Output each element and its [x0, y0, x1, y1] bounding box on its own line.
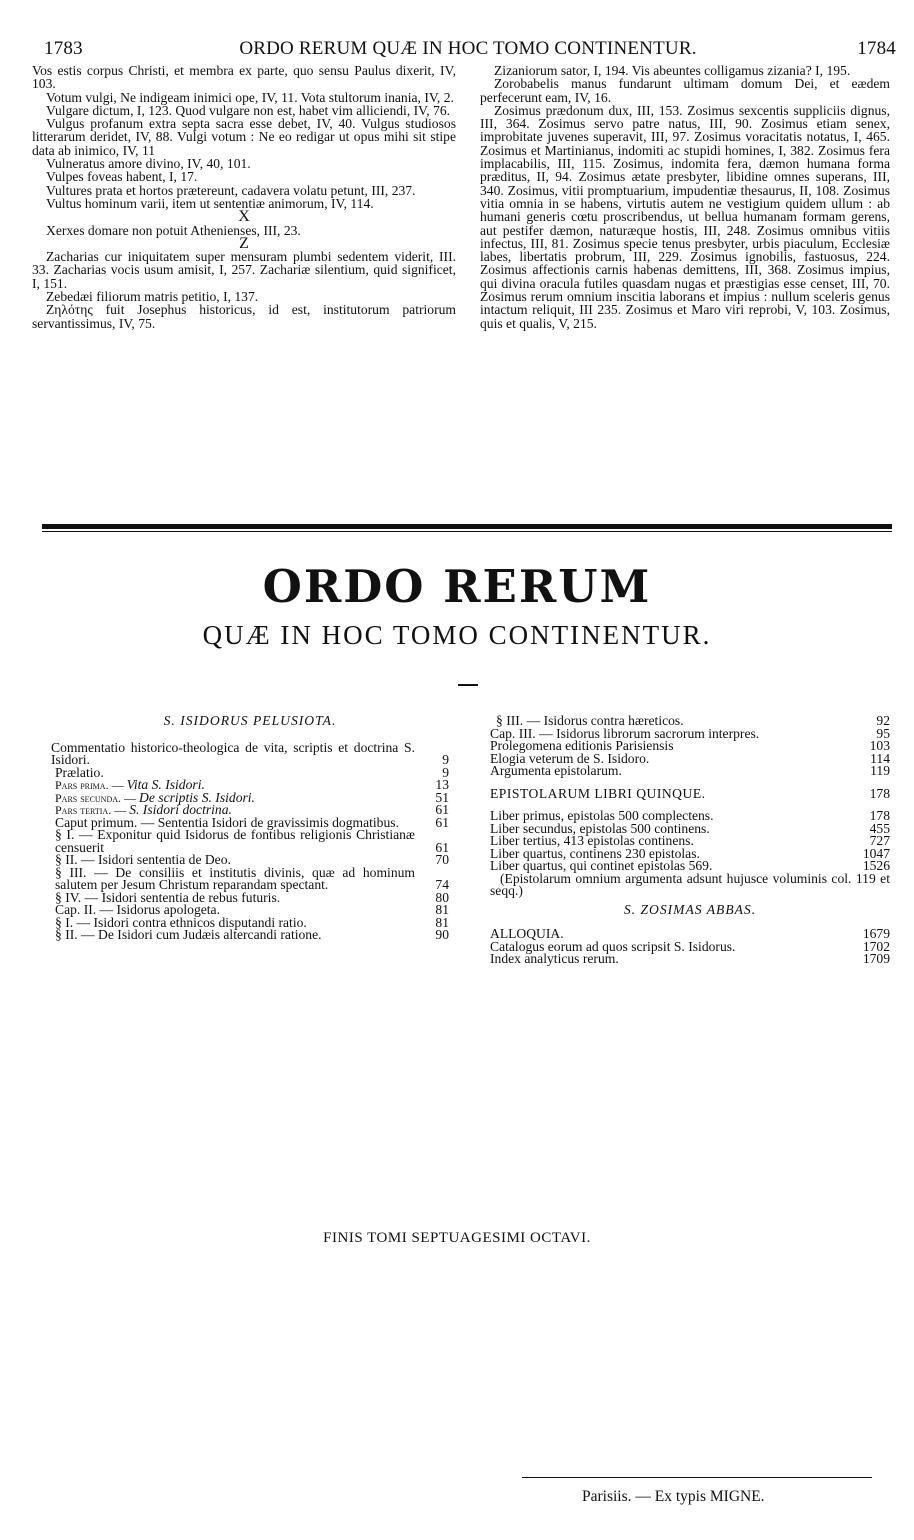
index-letter-heading: Z — [239, 234, 249, 252]
toc-row — [51, 829, 449, 854]
toc-entry-text: Liber quartus, qui continet epistolas 569. — [490, 858, 713, 873]
toc-entry-text: Vita S. Isidori. — [126, 777, 205, 792]
toc-entry-text: Cap. III. — Isidorus librorum sacrorum interpres. — [490, 725, 760, 741]
toc-part-label: Pars prima. — — [55, 778, 127, 792]
toc-page-number: 80 — [435, 889, 449, 905]
toc-part-label: Pars secunda. — — [55, 790, 140, 805]
index-entry: Vulgus profanum extra septa sacra esse debet, IV, 40. Vulgus studiosos litterarum deridet, IV, 88. Vulgi votum : Ne eo redigar ut opus mihi sit stipe data ab inimico, IV, 11 — [32, 116, 456, 158]
toc-row — [490, 785, 890, 801]
finis-line: FINIS TOMI SEPTUAGESIMI OCTAVI. — [323, 1230, 591, 1246]
toc-page-number: 61 — [435, 802, 449, 817]
index-entry: Zizaniorum sator, I, 194. Vis abeuntes colligamus zizania? I, 195. — [494, 63, 851, 78]
toc-entry-text: Caput primum. — Sententia Isidori de gravissimis dogmatibus. — [55, 814, 399, 830]
contents-title: ORDO RERUM — [262, 560, 652, 613]
toc-page-number: 1047 — [862, 845, 890, 861]
toc-entry-text: § III. — De consiliis et institutis divinis, quæ ad hominum salutem per Jesum Christum reparandam spectant. — [55, 864, 415, 892]
toc-page-number: 1709 — [862, 951, 890, 966]
index-entry: Ζηλότης fuit Josephus historicus, id est, institutorum patriorum servantissimus, IV, 75. — [32, 302, 456, 331]
toc-entry-text: Elogia veterum de S. Isidoro. — [490, 750, 650, 766]
toc-entry-text: Commentatio historico-theologica de vita, scriptis et doctrina S. Isidori. — [51, 739, 415, 767]
toc-page-number: 178 — [869, 785, 890, 801]
index-letter-heading: X — [238, 208, 250, 226]
toc-page-number: 9 — [442, 752, 449, 767]
toc-page-number: 90 — [435, 927, 449, 942]
toc-page-number: 455 — [869, 820, 890, 836]
page-number-right: 1784 — [857, 38, 896, 59]
index-entry: Zebedæi filiorum matris petitio, I, 137. — [46, 289, 259, 305]
toc-row — [490, 953, 890, 966]
toc-entry-text: Prælatio. — [55, 764, 104, 780]
toc-page-number: 61 — [435, 814, 449, 830]
footer-rule — [522, 1477, 872, 1478]
toc-entry-text: Liber quartus, continens 230 epistolas. — [490, 845, 700, 861]
toc-entry-text: § I. — Exponitur quid Isidorus de fontibus religionis Christianæ censuerit — [55, 827, 415, 855]
toc-entry-text: § I. — Isidori contra ethnicos disputandi ratio. — [55, 914, 307, 930]
index-entry: Zorobabelis manus fundarunt ultimam domum Dei, et eædem perfecerunt eam, IV, 16. — [480, 76, 890, 105]
index-entry: Vulneratus amore divino, IV, 40, 101. — [46, 156, 251, 172]
toc-page-number: 119 — [870, 763, 890, 778]
toc-page-number: 95 — [876, 725, 890, 741]
index-entry: Vulpes foveas habent, I, 17. — [46, 169, 198, 185]
title-dash — [458, 684, 478, 686]
section-divider-thick — [42, 524, 892, 529]
toc-page-number: 1679 — [862, 926, 890, 941]
toc-entry-text: Cap. II. — Isidorus apologeta. — [55, 902, 220, 917]
toc-row — [51, 864, 449, 892]
toc-column-right — [490, 715, 890, 966]
index-entry: Vulgare dictum, I, 123. Quod vulgare non est, habet vim alliciendi, IV, 76. — [46, 102, 451, 118]
contents-subtitle: QUÆ IN HOC TOMO CONTINENTUR. — [202, 620, 712, 650]
toc-page-number: 9 — [442, 764, 449, 780]
toc-part-label: Pars tertia. — — [55, 803, 130, 817]
toc-entry-text: Index analyticus rerum. — [490, 951, 619, 966]
index-entry: Zacharias cur iniquitatem super mensuram plumbi sedentem viderit, III. 33. Zacharias vocis usum amisit, I, 257. Zachariæ silentium, quid significet, I, 151. — [32, 249, 456, 291]
toc-page-number: 51 — [435, 789, 449, 805]
toc-entry-text: Liber primus, epistolas 500 complectens. — [490, 808, 714, 823]
toc-page-number: 1526 — [862, 858, 890, 873]
toc-heading-epistolae: EPISTOLARUM LIBRI QUINQUE. — [490, 785, 706, 801]
toc-page-number: 1702 — [862, 938, 890, 954]
toc-entry-text: Catalogus eorum ad quos scripsit S. Isidorus. — [490, 938, 736, 954]
toc-entry-text: Prolegomena editionis Parisiensis — [490, 738, 674, 753]
toc-page-number: 727 — [869, 833, 890, 848]
toc-page-number: 13 — [435, 777, 449, 792]
toc-page-number: 103 — [869, 738, 890, 753]
toc-column-left — [51, 715, 449, 942]
toc-row — [51, 929, 449, 942]
toc-page-number: 81 — [435, 902, 449, 917]
toc-section-title: S. ISIDORUS PELUSIOTA. — [163, 713, 337, 728]
toc-entry-text: § II. — Isidori sententia de Deo. — [55, 852, 231, 867]
index-column-right — [480, 64, 890, 330]
toc-page-number: 61 — [435, 839, 449, 855]
index-entry: Zosimus prædonum dux, III, 153. Zosimus sexcentis suppliciis dignus, III, 364. Zosimus servo patre natus, III, 90. Zosimus etiam senex, improbitate juvenes superavit, III, 97. Zosimus voracitatis notatus, I, 465. Zosimus et Martinianus, indomiti ac stupidi homines, I, 382. Zosimus fera implacabilis, III, 115. Zosimus, indomita fera, dæmon humana forma præditus, II, 94. Zosimus ætate presbyter, libidine omnes superans, III, 340. Zosimus, vitii promptuarium, impudentiæ thesaurus, II, 108. Zosimus vitia omnia in se habens, virtutis autem ne vestigium quidem ullum : ab humani generis cœtu proscribendus, ut bellua humanam formam gerens, aut pestifer dæmon, naturæque hostis, III, 248. Zosimus omnibus vitiis infectus, III, 81. Zosimus specie tenus presbyter, urbis piaculum, Ecclesiæ labes, libertatis probrum, III, 229. Zosimus ignobilis, fastuosus, 224. Zosimus affectionis carnis habenas demittens, III, 368. Zosimus impius, qui divina oracula futiles quasdam nugas et præstigias esse censet, III, 70. Zosimus rerum omnium inscitia laborans et impius : nullum sceleris genus intactum reliquit, III 235. Zosimus et Maro viri reprobi, V, 103. Zosimus, quis et qualis, V, 215. — [480, 102, 890, 331]
toc-row — [490, 765, 890, 778]
toc-page-number: 74 — [435, 877, 449, 892]
toc-entry-text: S. Isidori doctrina. — [129, 802, 232, 817]
toc-entry-text: Liber tertius, 413 epistolas continens. — [490, 833, 694, 848]
toc-entry-text: De scriptis S. Isidori. — [139, 789, 255, 805]
toc-entry-text: Liber secundus, epistolas 500 continens. — [490, 820, 710, 836]
toc-page-number: 178 — [869, 808, 890, 823]
toc-page-number: 70 — [435, 852, 449, 867]
toc-section-title: S. ZOSIMAS ABBAS. — [623, 901, 757, 917]
toc-entry-text: ALLOQUIA. — [490, 926, 564, 941]
index-entry: Vos estis corpus Christi, et membra ex parte, quo sensu Paulus dixerit, IV, 103. — [32, 63, 456, 92]
imprint: Parisiis. — Ex typis MIGNE. — [582, 1488, 765, 1505]
index-entry: Xerxes domare non potuit Athenienses, III, 23. — [46, 222, 301, 238]
running-header — [40, 38, 896, 62]
toc-entry-text: § II. — De Isidori cum Judæis altercandi ratione. — [55, 927, 322, 942]
toc-page-number: 92 — [876, 713, 890, 728]
toc-page-number: 81 — [435, 914, 449, 930]
index-entry: Vultures prata et hortos prætereunt, cadavera volatu petunt, III, 237. — [46, 182, 416, 198]
toc-note: (Epistolarum omnium argumenta adsunt hujusce voluminis col. 119 et seqq.) — [490, 870, 890, 898]
index-column-left — [32, 64, 456, 330]
running-title: ORDO RERUM QUÆ IN HOC TOMO CONTINENTUR. — [239, 38, 697, 59]
toc-entry-text: Argumenta epistolarum. — [490, 763, 622, 778]
toc-page-number: 114 — [870, 750, 890, 766]
index-entry: Votum vulgi, Ne indigeam inimici ope, IV, 11. Vota stultorum inania, IV, 2. — [46, 89, 454, 105]
section-divider-thin — [42, 531, 892, 532]
toc-row — [51, 739, 449, 767]
toc-entry-text: § III. — Isidorus contra hæreticos. — [496, 713, 684, 728]
page-number-left: 1783 — [44, 38, 83, 59]
index-entry: Vultus hominum varii, item ut sententiæ animorum, IV, 114. — [46, 195, 374, 211]
toc-entry-text: § IV. — Isidori sententia de rebus futuris. — [55, 889, 281, 905]
